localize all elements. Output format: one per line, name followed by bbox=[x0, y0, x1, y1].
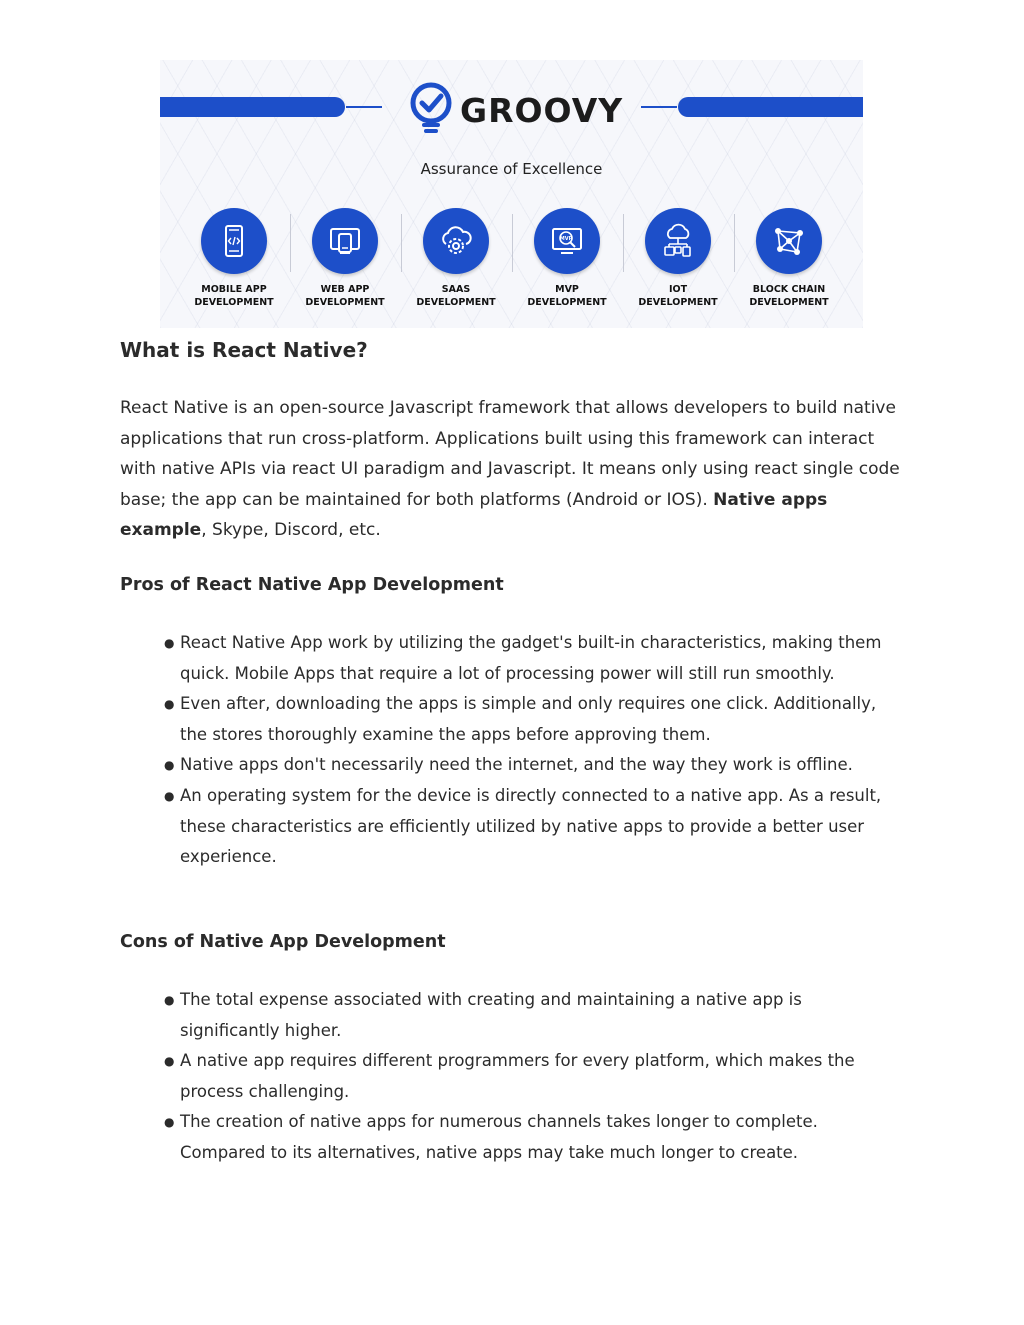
service-label: MOBILE APP DEVELOPMENT bbox=[194, 284, 274, 308]
intro-bold-text: Native apps example bbox=[120, 489, 828, 541]
cons-heading: Cons of Native App Development bbox=[120, 932, 446, 952]
list-item: ● The total expense associated with creating and maintaining a native app is significantly higher. bbox=[164, 985, 904, 1046]
iot-cloud-icon bbox=[659, 222, 697, 260]
brand-name: GROOVY bbox=[460, 90, 624, 130]
list-item: ● Even after, downloading the apps is simple and only requires one click. Additionally, the stores thoroughly examine the apps before approving them. bbox=[164, 689, 904, 750]
service-label: WEB APP DEVELOPMENT bbox=[305, 284, 385, 308]
service-label: IOT DEVELOPMENT bbox=[638, 284, 718, 308]
groovy-logo bbox=[408, 82, 623, 138]
list-item: ● React Native App work by utilizing the gadget's built-in characteristics, making them quick. Mobile Apps that require a lot of processing power will still run smoothly. bbox=[164, 628, 904, 689]
service-web-app bbox=[290, 208, 400, 309]
service-iot bbox=[623, 208, 733, 309]
blockchain-network-icon bbox=[770, 222, 808, 260]
banner-tagline: Assurance of Excellence bbox=[420, 160, 603, 178]
banner-line-right bbox=[641, 106, 677, 108]
banner-image bbox=[160, 60, 863, 328]
service-blockchain bbox=[734, 208, 844, 309]
web-devices-icon bbox=[326, 222, 364, 260]
cons-list bbox=[164, 985, 904, 1169]
lightbulb-check-icon bbox=[408, 82, 454, 138]
service-label: BLOCK CHAIN DEVELOPMENT bbox=[749, 284, 829, 308]
banner-line-left bbox=[346, 106, 382, 108]
intro-paragraph bbox=[120, 393, 905, 546]
section-title-react-native: What is React Native? bbox=[120, 338, 368, 362]
list-item: ● An operating system for the device is directly connected to a native app. As a result, these characteristics are efficiently utilized by native apps to provide a better user experience. bbox=[164, 781, 904, 873]
cloud-gear-icon bbox=[437, 222, 475, 260]
pros-heading: Pros of React Native App Development bbox=[120, 575, 504, 595]
banner-bar-left bbox=[160, 97, 345, 117]
services-row bbox=[179, 208, 844, 313]
service-mvp bbox=[512, 208, 622, 309]
service-saas bbox=[401, 208, 511, 309]
mvp-monitor-icon bbox=[548, 222, 586, 260]
svg-text:MVP: MVP bbox=[559, 236, 573, 242]
service-label: MVP DEVELOPMENT bbox=[527, 284, 607, 308]
service-label: SAAS DEVELOPMENT bbox=[416, 284, 496, 308]
service-mobile-app bbox=[179, 208, 289, 309]
intro-tail-text: , Skype, Discord, etc. bbox=[201, 520, 381, 541]
list-item: ● The creation of native apps for numerous channels takes longer to complete. Compared to its alternatives, native apps may take much longer to create. bbox=[164, 1107, 904, 1168]
pros-list bbox=[164, 628, 904, 873]
list-item: ● Native apps don't necessarily need the internet, and the way they work is offline. bbox=[164, 750, 904, 781]
intro-text: React Native is an open-source Javascript framework that allows developers to build native applications that run cross-platform. Applications built using this framework can interact with native APIs via react UI paradigm and Javascript. It means only using react single code base; the app can be maintained for both platforms (Android or IOS). bbox=[120, 398, 900, 510]
mobile-code-icon bbox=[215, 222, 253, 260]
banner-bar-right bbox=[678, 97, 863, 117]
list-item: ● A native app requires different programmers for every platform, which makes the process challenging. bbox=[164, 1046, 904, 1107]
